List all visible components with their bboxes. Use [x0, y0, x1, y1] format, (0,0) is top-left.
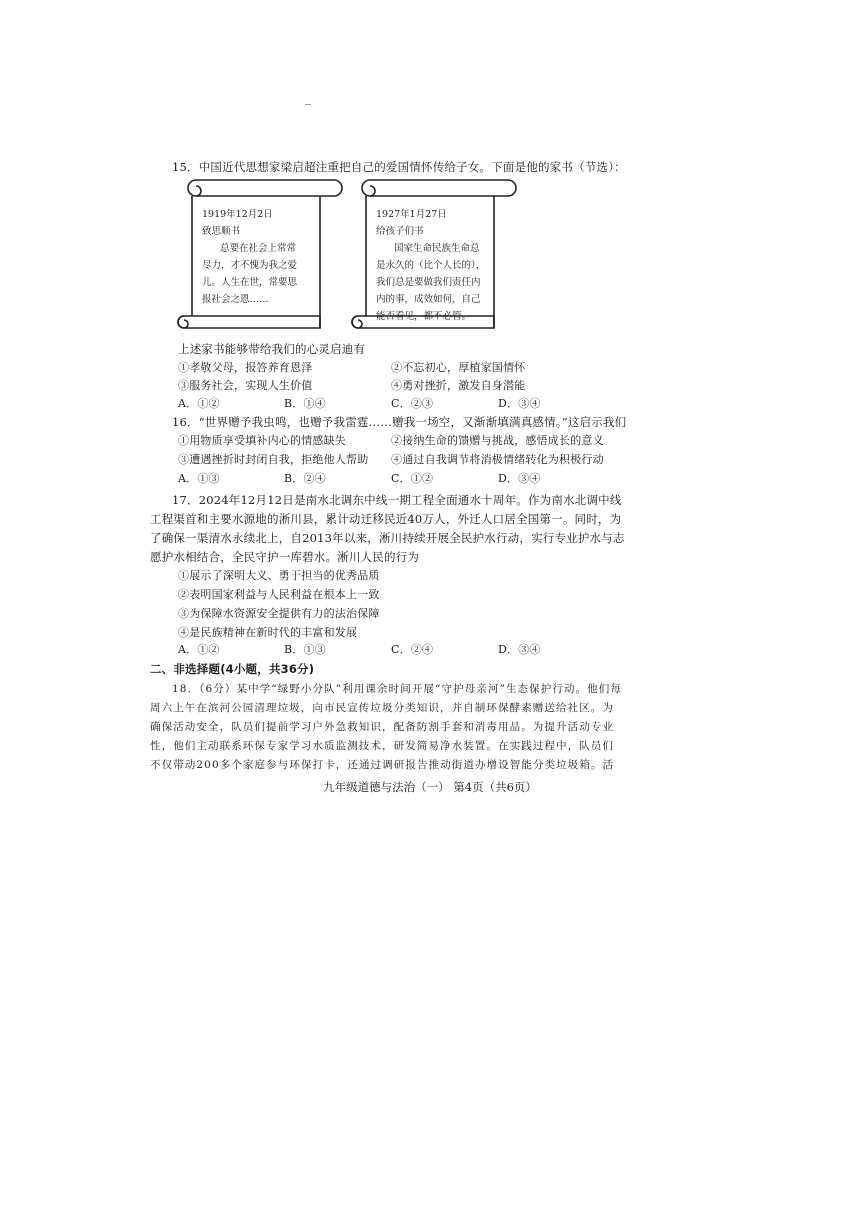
q18-line: 确保活动安全，队员们提前学习户外急救知识，配备防割手套和消毒用品。为提升活动专业 — [150, 721, 614, 733]
q15-choice-a: A．①② — [178, 397, 220, 410]
q16-choice-b: B．②④ — [284, 472, 326, 485]
letter-scroll-2 — [348, 176, 518, 332]
q16-choice-c: C．①② — [391, 472, 434, 485]
letter-scroll-1 — [174, 176, 344, 332]
q17-stem-line: 17．2024年12月12日是南水北调东中线一期工程全面通水十周年。作为南水北调中线 — [172, 493, 622, 507]
letter2-line: 是永久的（比个人长的）， — [376, 260, 486, 271]
letter2-line: 国家生命民族生命总 — [394, 243, 480, 254]
q17-choice-a: A．①② — [178, 643, 220, 656]
q18-line: 周六上午在滨河公园清理垃圾，向市民宣传垃圾分类知识，并自制环保酵素赠送给社区。为 — [150, 702, 614, 714]
q16-option: ③遭遇挫折时封闭自我，拒绝他人帮助 — [178, 453, 369, 466]
q17-option: ②表明国家利益与人民利益在根本上一致 — [178, 588, 380, 601]
q16-stem: 16．“世界赠予我虫鸣，也赠予我雷霆……赠我一场空，又渐渐填满真感情。”这启示我们 — [172, 415, 627, 429]
q16-choice-d: D．③④ — [498, 472, 541, 485]
q18-line: 不仅带动200多个家庭参与环保打卡，还通过调研报告推动街道办增设智能分类垃圾箱。活 — [150, 759, 615, 771]
letter2-recipient: 给孩子们书 — [376, 226, 424, 237]
scan-mark — [305, 104, 311, 105]
q15-option: ①孝敬父母，报答养育恩泽 — [178, 361, 313, 374]
q17-choice-b: B．①③ — [284, 643, 326, 656]
q15-choice-b: B．①④ — [284, 397, 326, 410]
q15-stem: 15．中国近代思想家梁启超注重把自己的爱国情怀传给子女。下面是他的家书（节选）： — [172, 160, 626, 174]
q15-choice-c: C．②③ — [391, 397, 434, 410]
q17-option: ④是民族精神在新时代的丰富和发展 — [178, 626, 358, 639]
q15-option: ②不忘初心，厚植家国情怀 — [391, 361, 526, 374]
q16-option: ②接纳生命的馈赠与挑战，感悟成长的意义 — [391, 434, 604, 447]
letter1-line: 尽力，才不愧为我之爱 — [202, 260, 298, 271]
q15-option: ③服务社会，实现人生价值 — [178, 379, 313, 392]
letter1-line: 报社会之恩…… — [202, 294, 269, 305]
q17-choice-d: D．③④ — [498, 643, 541, 656]
q17-choice-c: C．②④ — [391, 643, 434, 656]
q16-option: ④通过自我调节将消极情绪转化为积极行动 — [391, 453, 604, 466]
section-heading: 二、非选择题(4小题，共36分) — [150, 662, 315, 676]
q17-stem-line: 愿护水相结合，全民守护一库碧水。淅川人民的行为 — [150, 550, 420, 564]
q15-choice-d: D．③④ — [498, 397, 541, 410]
letter2-line: 能否看见，都不必管。 — [376, 311, 472, 322]
q16-choice-a: A．①③ — [178, 472, 220, 485]
q18-line: 性，他们主动联系环保专家学习水质监测技术，研发简易净水装置。在实践过程中，队员们 — [150, 740, 614, 752]
q15-question: 上述家书能够带给我们的心灵启迪有 — [178, 342, 366, 356]
letter2-line: 内的事，成效如何，自己 — [376, 294, 481, 305]
q18-line: 18．（6分）某中学“绿野小分队”利用课余时间开展“守护母亲河”生态保护行动。他们每 — [172, 683, 622, 695]
q17-option: ①展示了深明大义、勇于担当的优秀品质 — [178, 569, 380, 582]
q15-option: ④勇对挫折，激发自身潜能 — [391, 379, 526, 392]
q16-option: ①用物质享受填补内心的情感缺失 — [178, 434, 346, 447]
page-footer: 九年级道德与法治（一） 第4页（共6页） — [323, 780, 537, 794]
letter2-line: 我们总是要做我们责任内 — [376, 277, 481, 288]
q17-option: ③为保障水资源安全提供有力的法治保障 — [178, 607, 380, 620]
letter1-line: 总要在社会上常常 — [220, 243, 297, 254]
letter1-date: 1919年12月2日 — [202, 209, 273, 220]
letter2-date: 1927年1月27日 — [376, 209, 447, 220]
q17-stem-line: 工程渠首和主要水源地的淅川县，累计动迁移民近40万人，外迁人口居全国第一。同时，为 — [150, 512, 622, 526]
q17-stem-line: 了确保一渠清水永续北上，自2013年以来，淅川持续开展全民护水行动，实行专业护水与志 — [150, 531, 625, 545]
letter1-recipient: 致思顺书 — [202, 226, 241, 237]
letter1-line: 儿。人生在世，常要思 — [202, 277, 298, 288]
